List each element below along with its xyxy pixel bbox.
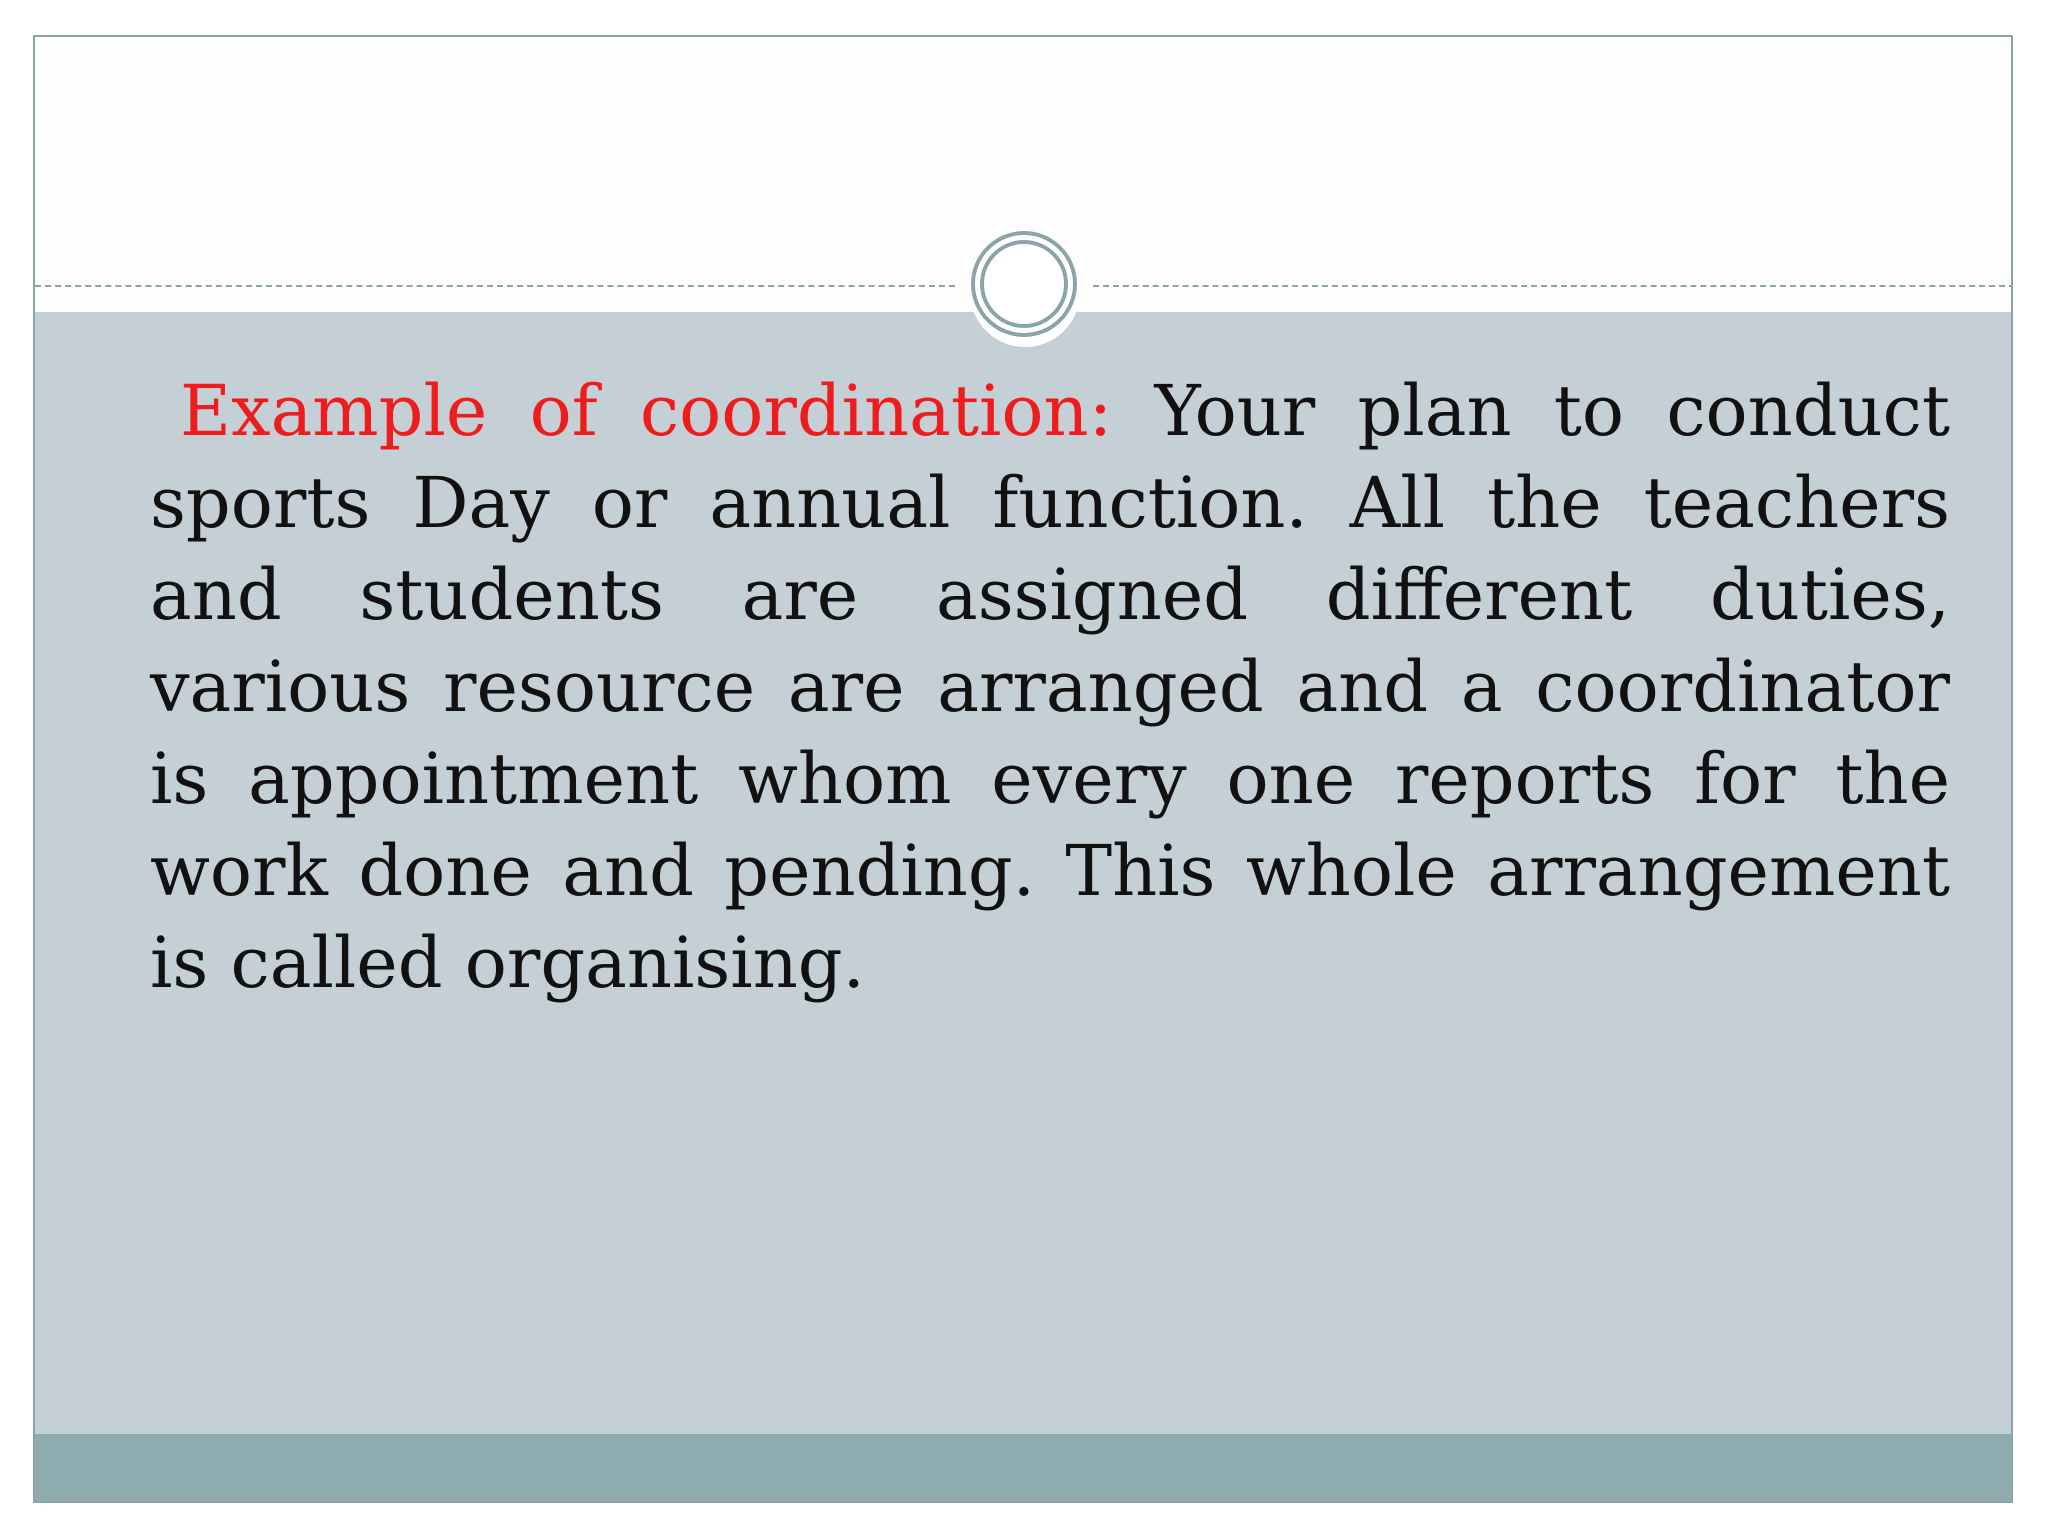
divider-line-right <box>1093 285 2013 287</box>
slide <box>33 35 2013 1503</box>
example-description: Your plan to conduct sports Day or annual function. All the teachers and students are assigned different duties, various resource are arranged and a coordinator is appointment whom every one reports for the work done and pending. This whole arrangement is called organising. <box>150 370 1950 1004</box>
divider-inner-circle <box>980 240 1068 328</box>
example-lead-in: Example of coordination: <box>180 370 1113 452</box>
divider-circle-icon <box>971 231 1077 337</box>
footer-band <box>35 1434 2011 1503</box>
divider-line-left <box>35 285 955 287</box>
slide-body-text <box>150 365 1950 1009</box>
